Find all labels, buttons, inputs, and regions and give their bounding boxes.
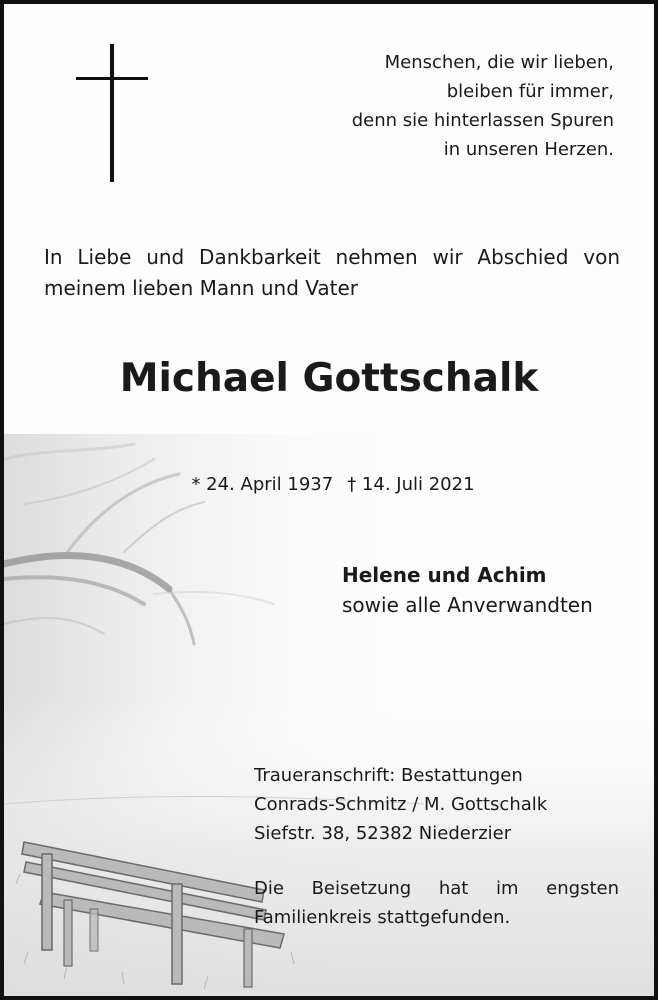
intro-text (44, 242, 620, 304)
life-dates (4, 474, 658, 495)
poem-line: bleiben für immer, (446, 81, 614, 102)
poem-line: denn sie hinterlassen Spuren (351, 110, 614, 131)
address-line: Conrads-Schmitz / M. Gottschalk (254, 794, 548, 815)
cross-icon (76, 44, 148, 182)
intro-line: meinem lieben Mann und Vater (44, 276, 358, 300)
intro-line: In Liebe und Dankbarkeit nehmen wir Abschied von (44, 245, 620, 269)
poem-line: in unseren Herzen. (443, 139, 614, 160)
burial-note (254, 874, 619, 932)
family-others: sowie alle Anverwandten (342, 593, 593, 617)
address-line: Traueranschrift: Bestattungen (254, 765, 523, 786)
note-line: Familienkreis stattgefunden. (254, 907, 511, 928)
deceased-name: Michael Gottschalk (119, 356, 539, 401)
death-date: † 14. Juli 2021 (347, 474, 475, 495)
mourning-address (254, 761, 547, 848)
note-line: Die Beisetzung hat im engsten (254, 878, 619, 899)
address-line: Siefstr. 38, 52382 Niederzier (254, 823, 512, 844)
birth-date: * 24. April 1937 (191, 474, 334, 495)
mourners (342, 560, 593, 620)
family-names: Helene und Achim (342, 563, 547, 587)
poem-line: Menschen, die wir lieben, (384, 52, 614, 73)
poem (294, 48, 614, 164)
